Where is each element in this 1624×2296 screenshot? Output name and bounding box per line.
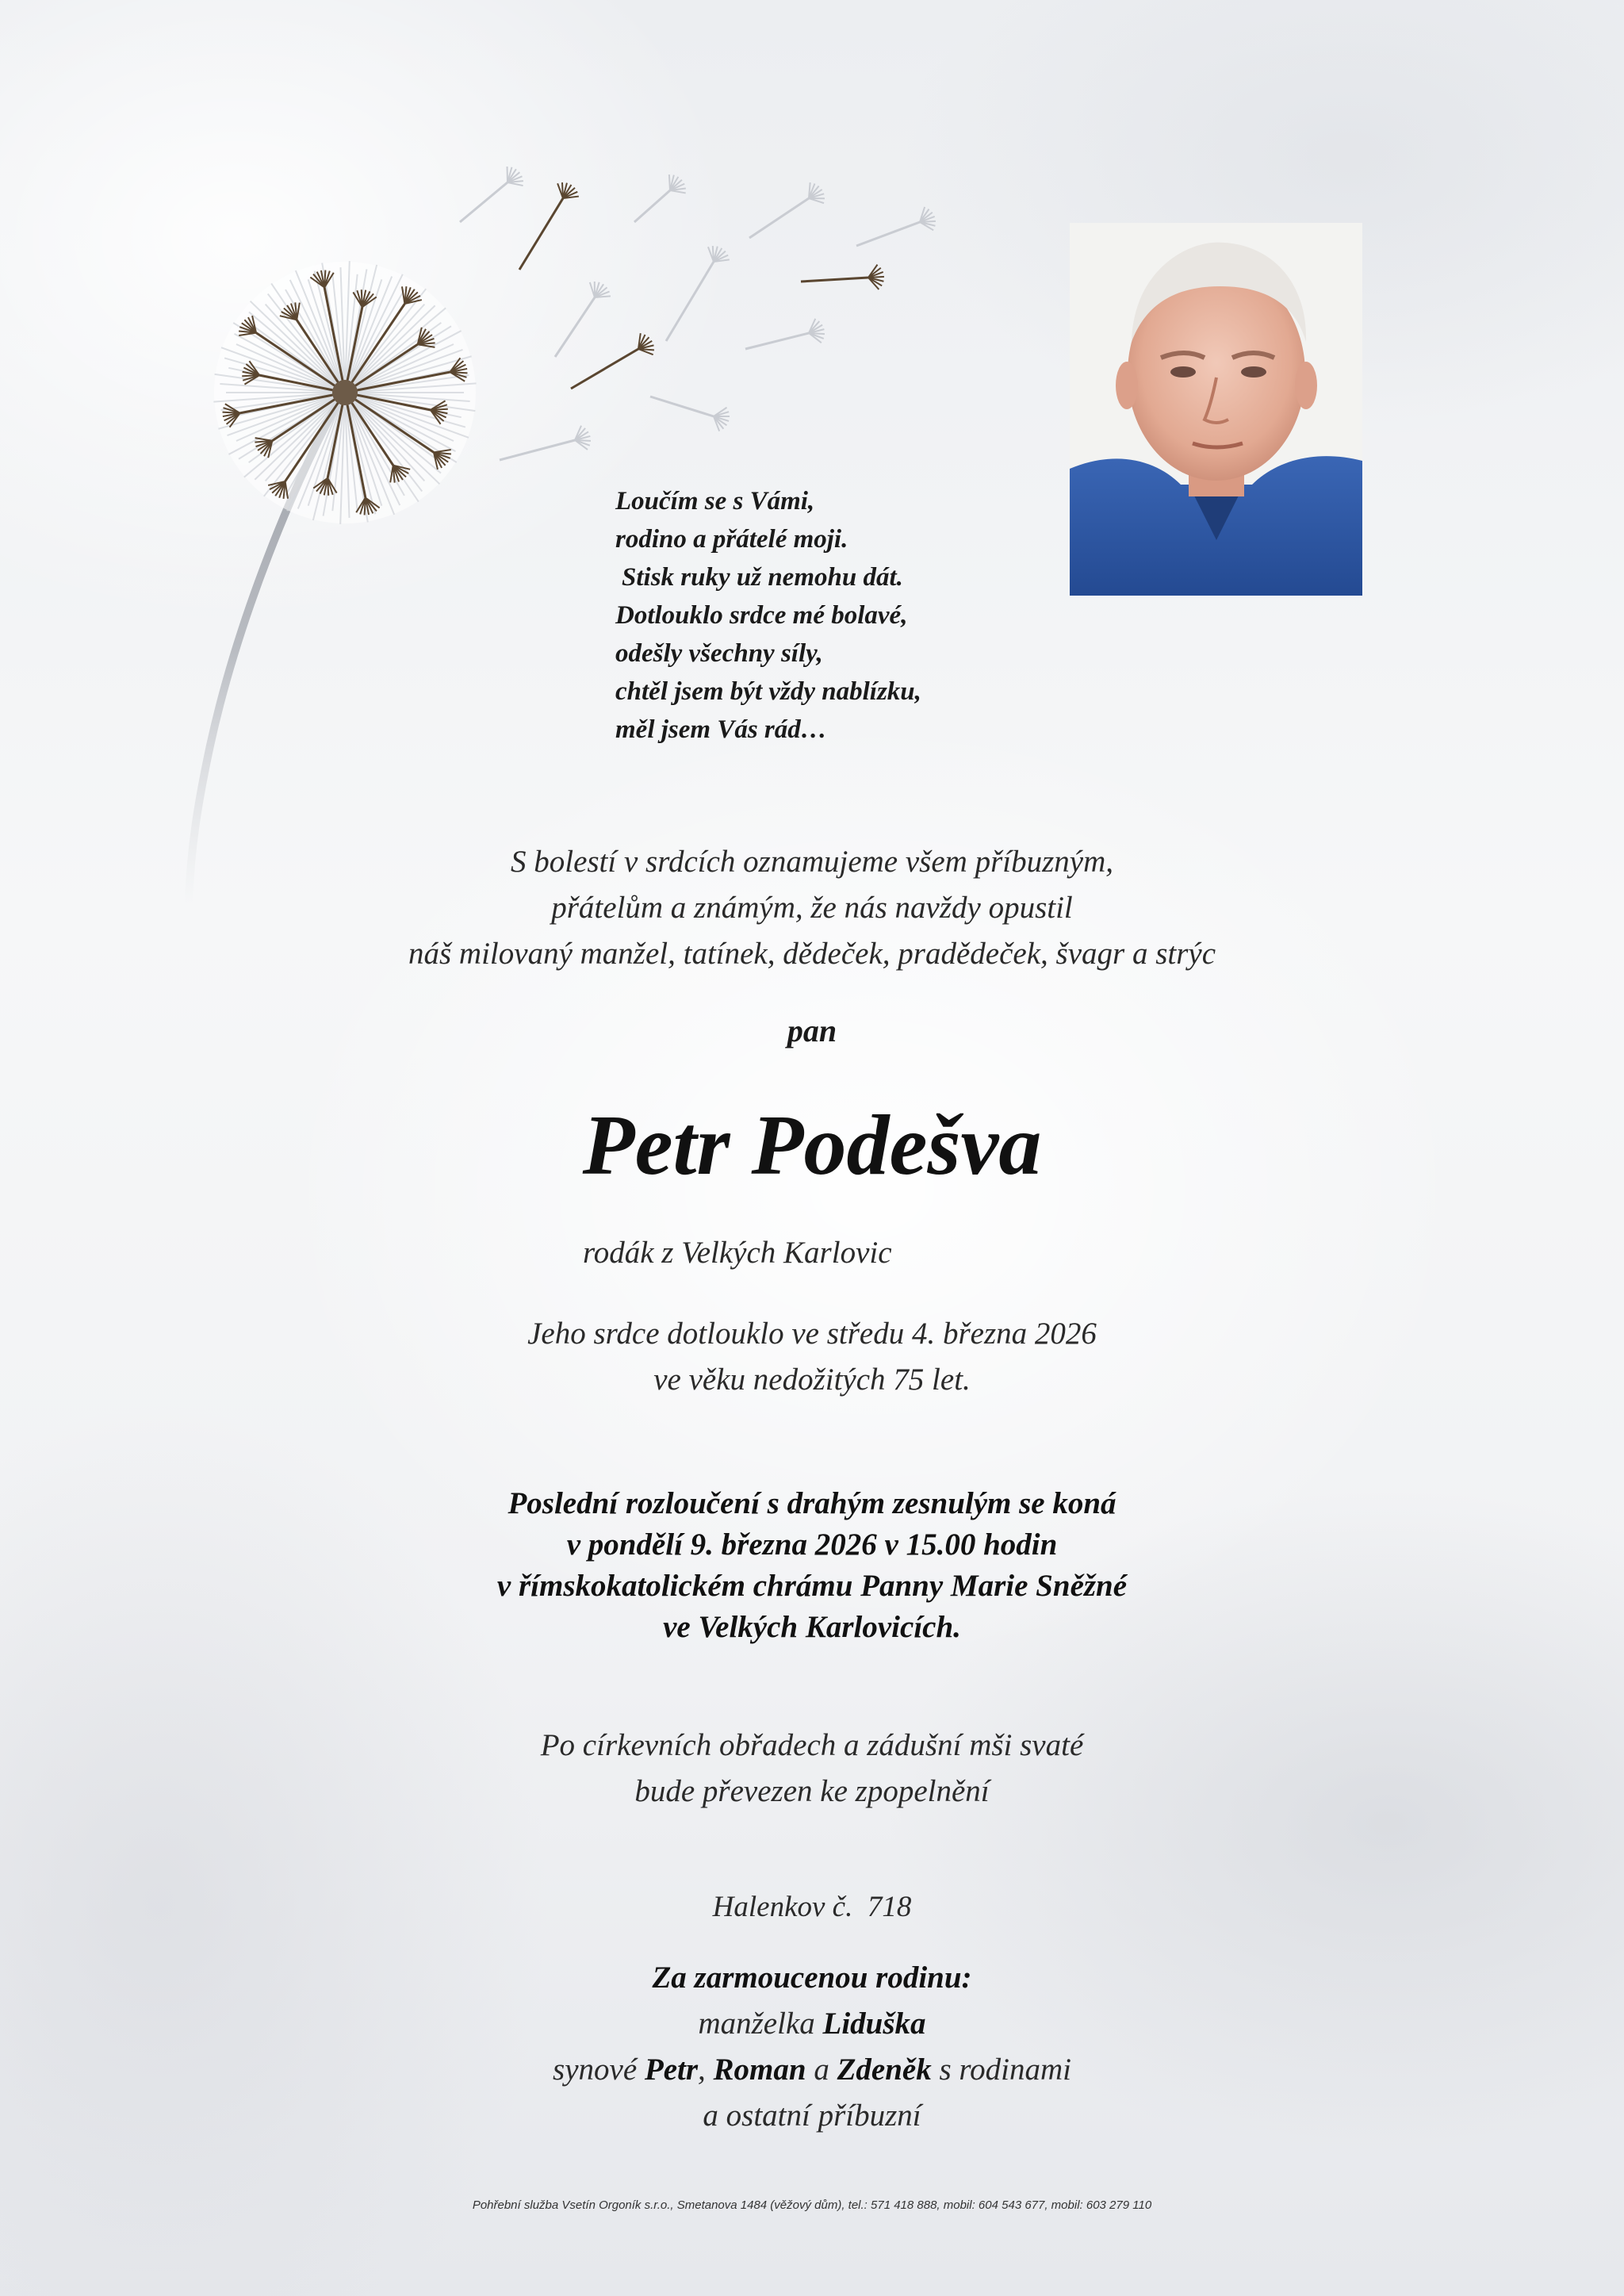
flying-seeds — [460, 167, 936, 460]
son-name: Zdeněk — [837, 2053, 932, 2087]
poem-line: měl jsem Vás rád… — [615, 715, 827, 744]
portrait-photo — [1070, 223, 1362, 596]
ceremony-line: bude převezen ke zpopelnění — [634, 1774, 990, 1808]
address-line: Halenkov č. 718 — [712, 1891, 912, 1923]
ceremony-line: Po církevních obřadech a zádušní mši svaté — [540, 1728, 1084, 1762]
death-line: ve věku nedožitých 75 let. — [653, 1363, 971, 1397]
farewell-line: v římskokatolickém chrámu Panny Marie Sněžné — [496, 1569, 1128, 1603]
flying-seed — [856, 207, 936, 246]
flying-seed — [801, 265, 884, 289]
family-signature — [0, 1955, 1624, 2139]
intro-line: náš milovaný manžel, tatínek, dědeček, pradědeček, švagr a strýc — [408, 937, 1216, 971]
death-line: Jeho srdce dotlouklo ve středu 4. března 2026 — [527, 1317, 1097, 1351]
wife-prefix: manželka — [698, 2007, 815, 2041]
family-wife — [0, 2001, 1624, 2047]
flying-seed — [666, 246, 730, 341]
dandelion-illustration — [0, 0, 1031, 912]
portrait-illustration — [1070, 223, 1362, 596]
dandelion-head — [213, 261, 476, 524]
salutation: pan — [787, 1013, 837, 1048]
farewell-line: ve Velkých Karlovicích. — [663, 1610, 961, 1644]
flying-seed — [555, 282, 611, 357]
flying-seed — [519, 182, 579, 270]
flying-seed — [634, 174, 686, 222]
poem-verse — [615, 482, 1028, 749]
poem-line: Dotlouklo srdce mé bolavé, — [615, 601, 908, 630]
funeral-service-footer: Pohřební služba Vsetín Orgoník s.r.o., Smetanova 1484 (věžový dům), tel.: 571 418 888, mobil: 604 543 677, mobil: 603 279 110 — [472, 2198, 1152, 2212]
poem-line: Loučím se s Vámi, — [615, 487, 815, 516]
farewell-line: v pondělí 9. března 2026 v 15.00 hodin — [566, 1527, 1058, 1562]
intro-line: S bolestí v srdcích oznamujeme všem příbuzným, — [510, 845, 1113, 879]
origin-line: rodák z Velkých Karlovic — [583, 1236, 892, 1270]
farewell-line: Poslední rozloučení s drahým zesnulým se koná — [508, 1486, 1116, 1520]
son-name: Roman — [713, 2053, 806, 2087]
death-info — [0, 1311, 1624, 1403]
poem-line: Stisk ruky už nemohu dát. — [622, 563, 903, 592]
flying-seed — [650, 397, 730, 431]
deceased-name: Petr Podešva — [582, 1098, 1042, 1193]
flying-seed — [571, 333, 654, 389]
family-sons: synové Petr, Roman a Zdeněk s rodinami — [553, 2053, 1071, 2087]
farewell-info — [0, 1483, 1624, 1648]
announcement-intro — [0, 839, 1624, 977]
ceremony-info — [0, 1723, 1624, 1815]
poem-line: chtěl jsem být vždy nablízku, — [615, 677, 921, 706]
flying-seed — [749, 182, 825, 238]
sons-suffix: s rodinami — [939, 2053, 1071, 2087]
son-name: Petr — [644, 2053, 699, 2087]
flying-seed — [745, 319, 825, 349]
flying-seed — [500, 426, 591, 460]
sons-conj: a — [814, 2053, 829, 2087]
family-heading: Za zarmoucenou rodinu: — [652, 1961, 972, 1995]
intro-line: přátelům a známým, že nás navždy opustil — [551, 891, 1073, 925]
wife-name: Liduška — [822, 2007, 926, 2041]
poem-line: odešly všechny síly, — [615, 639, 823, 668]
family-others: a ostatní příbuzní — [703, 2099, 921, 2133]
sons-prefix: synové — [553, 2053, 638, 2087]
poem-line: rodino a přátelé moji. — [615, 525, 848, 554]
flying-seed — [460, 167, 523, 222]
